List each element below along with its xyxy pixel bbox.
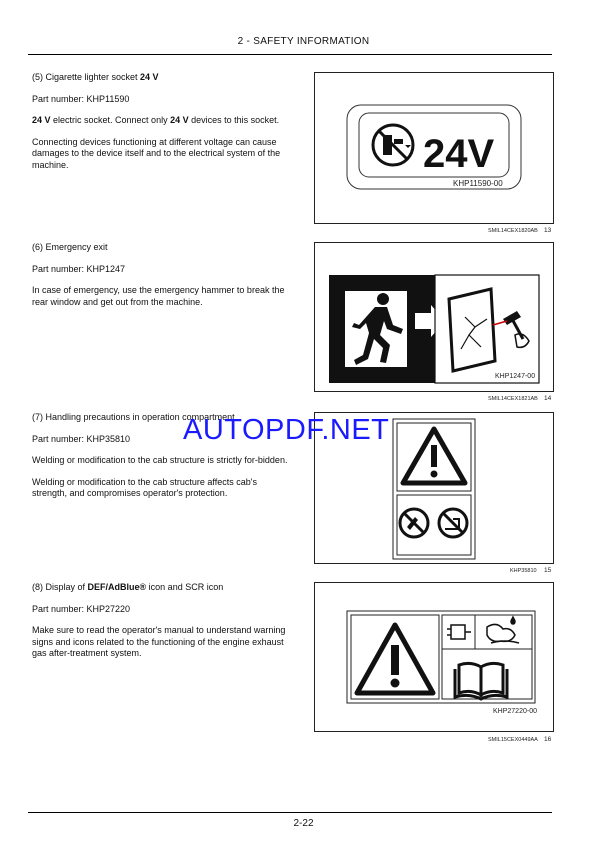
scr-icon bbox=[447, 625, 471, 639]
section-emergency-exit bbox=[32, 242, 288, 318]
part-number: Part number: KHP11590 bbox=[32, 93, 130, 104]
figure-def-adblue-label bbox=[314, 582, 554, 732]
figure-emergency-exit-label bbox=[314, 242, 554, 392]
no-welding-icon bbox=[400, 509, 428, 537]
section-title: (6) Emergency exit bbox=[32, 242, 108, 252]
header-rule bbox=[28, 54, 552, 55]
figure-cigarette-lighter-label bbox=[314, 72, 554, 224]
watermark-text: AUTOPDF.NET bbox=[183, 414, 390, 446]
figure-number: 14 bbox=[544, 395, 552, 402]
figure-number: 16 bbox=[544, 736, 552, 743]
page-number: 2-22 bbox=[293, 818, 314, 829]
page-header: 2 - SAFETY INFORMATION bbox=[237, 36, 370, 47]
figure-code: KHP27220-00 bbox=[493, 708, 537, 715]
voltage-label: 24V bbox=[423, 132, 495, 176]
section-title: (8) Display of DEF/AdBlue® icon and SCR icon bbox=[32, 582, 224, 592]
section-text: 24 V electric socket. Connect only 24 V devices to this socket. bbox=[32, 115, 280, 125]
section-def-adblue-display bbox=[32, 582, 288, 670]
figure-caption: SMIL15CEX0449AA bbox=[488, 737, 538, 743]
section-text: Make sure to read the operator's manual to understand warning signs and icons related to the functioning of the engine exhaust gas after-treatment system. bbox=[32, 625, 286, 658]
part-number: Part number: KHP1247 bbox=[32, 263, 126, 274]
section-text: Welding or modification to the cab structure affects cab's strength, and compromises operator's protection. bbox=[32, 476, 257, 498]
figure-code: KHP11590-00 bbox=[453, 179, 503, 188]
figure-number: 15 bbox=[544, 567, 552, 574]
figure-caption: KHP35810 bbox=[510, 568, 537, 574]
no-modification-icon bbox=[439, 509, 467, 537]
figure-caption: SMIL14CEX1821AB bbox=[488, 396, 538, 402]
section-text: In case of emergency, use the emergency hammer to break the rear window and get out from the machine. bbox=[32, 285, 285, 307]
footer-rule bbox=[28, 812, 552, 813]
def-adblue-icon bbox=[487, 617, 519, 643]
section-text: Welding or modification to the cab structure is strictly for-bidden. bbox=[32, 455, 288, 465]
part-number: Part number: KHP27220 bbox=[32, 603, 131, 614]
section-title: (5) Cigarette lighter socket 24 V bbox=[32, 72, 159, 82]
section-title: (7) Handling precautions in operation compartment bbox=[32, 412, 235, 422]
figure-code: KHP1247-00 bbox=[495, 373, 536, 380]
figure-number: 13 bbox=[544, 227, 552, 234]
no-phone-icon bbox=[373, 125, 413, 165]
broken-window-icon bbox=[449, 289, 495, 371]
figure-caption: SMIL14CEX1820AB bbox=[488, 228, 538, 234]
section-text: Connecting devices functioning at different voltage can cause damages to the device itself and to the electrical system of the machine. bbox=[32, 136, 281, 170]
manual-book-icon bbox=[455, 663, 507, 699]
emergency-hammer-icon bbox=[493, 311, 529, 347]
section-cigarette-lighter bbox=[32, 72, 288, 181]
part-number: Part number: KHP35810 bbox=[32, 433, 131, 444]
